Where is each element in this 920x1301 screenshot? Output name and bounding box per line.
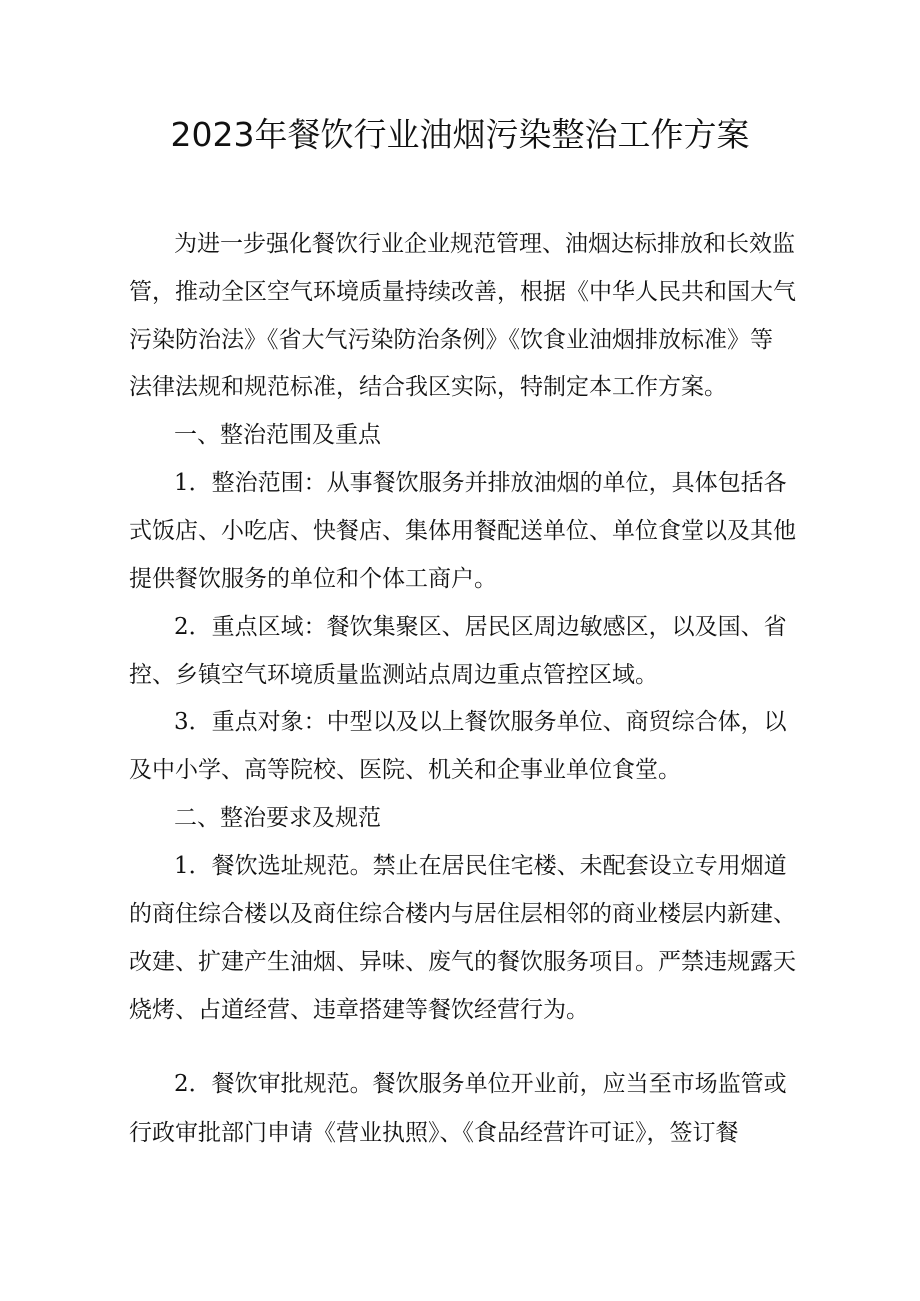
- paragraph-line: 2．重点区域：餐饮集聚区、居民区周边敏感区，以及国、省: [174, 614, 787, 640]
- paragraph-line: 2．餐饮审批规范。餐饮服务单位开业前，应当至市场监管或: [174, 1071, 787, 1097]
- paragraph-line: 管，推动全区空气环境质量持续改善，根据《中华人民共和国大气: [129, 279, 796, 305]
- paragraph-line: 及中小学、高等院校、医院、机关和企事业单位食堂。: [129, 757, 681, 783]
- paragraph-line: 3．重点对象：中型以及以上餐饮服务单位、商贸综合体，以: [174, 709, 787, 735]
- paragraph-line: 法律法规和规范标准，结合我区实际，特制定本工作方案。: [129, 374, 727, 400]
- paragraph-line: 行政审批部门申请《营业执照》、《食品经营许可证》，签订餐: [129, 1120, 739, 1146]
- section-heading: 二、整治要求及规范: [174, 805, 381, 831]
- paragraph-line: 烧烤、占道经营、违章搭建等餐饮经营行为。: [129, 997, 589, 1023]
- paragraph-line: 控、乡镇空气环境质量监测站点周边重点管控区域。: [129, 662, 658, 688]
- paragraph-line: 改建、扩建产生油烟、异味、废气的餐饮服务项目。严禁违规露天: [129, 949, 796, 975]
- paragraph-line: 提供餐饮服务的单位和个体工商户。: [129, 566, 497, 592]
- paragraph-line: 1．餐饮选址规范。禁止在居民住宅楼、未配套设立专用烟道: [174, 853, 787, 879]
- paragraph-line: 1．整治范围：从事餐饮服务并排放油烟的单位，具体包括各: [174, 470, 787, 496]
- paragraph-line: 的商住综合楼以及商住综合楼内与居住层相邻的商业楼层内新建、: [129, 901, 796, 927]
- paragraph-line: 式饭店、小吃店、快餐店、集体用餐配送单位、单位食堂以及其他: [129, 518, 796, 544]
- section-heading: 一、整治范围及重点: [174, 422, 381, 448]
- document-title: 2023年餐饮行业油烟污染整治工作方案: [170, 115, 750, 154]
- paragraph-line: 污染防治法》《省大气污染防治条例》《饮食业油烟排放标准》等: [129, 327, 773, 353]
- paragraph-line: 为进一步强化餐饮行业企业规范管理、油烟达标排放和长效监: [174, 231, 795, 257]
